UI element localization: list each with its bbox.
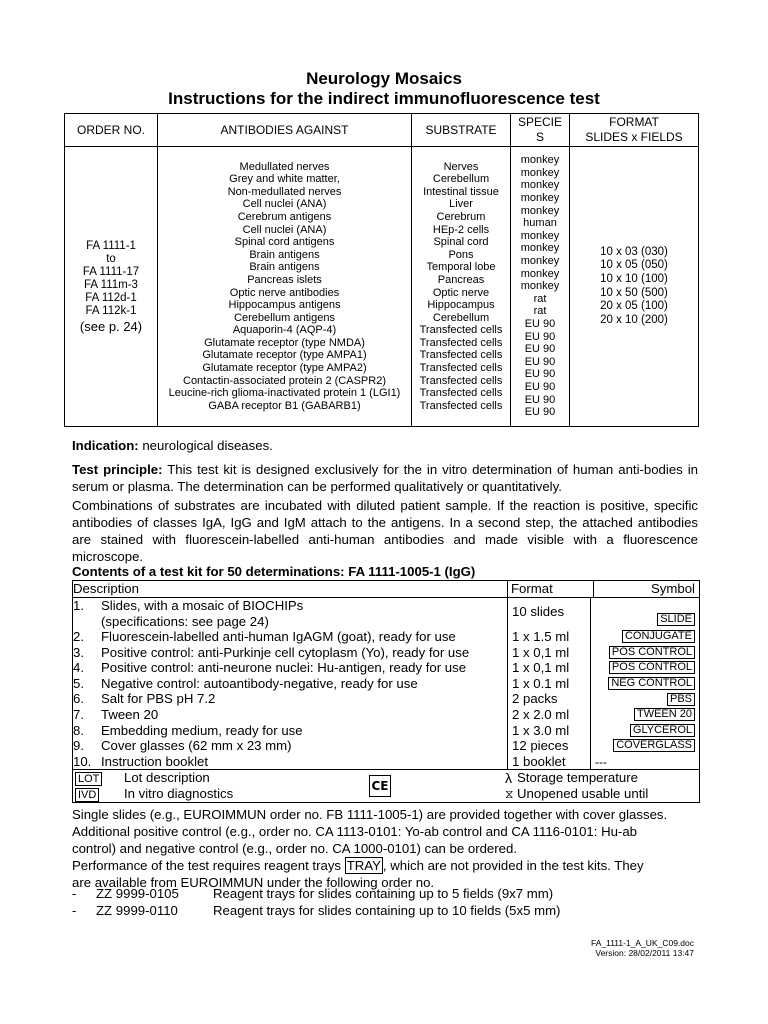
kit-item-number: 7. — [73, 706, 84, 722]
kit-table-header — [73, 581, 699, 598]
kit-item-symbol — [591, 660, 699, 676]
ordering-info-paragraph — [72, 806, 698, 891]
kit-item — [73, 738, 507, 754]
document-footer — [591, 938, 694, 958]
kit-item-format: 1 x 0,1 ml — [512, 660, 570, 676]
format-entry: 20 x 10 (200) — [600, 313, 668, 326]
species-entry: EU 90 — [524, 330, 556, 343]
kit-item-description — [101, 738, 292, 754]
header-antibodies: ANTIBODIES AGAINST — [158, 114, 412, 146]
antibody-entry: Cell nuclei (ANA) — [242, 198, 327, 211]
header-species-line1: SPECIE — [517, 115, 562, 129]
format-entry: 10 x 50 (500) — [600, 286, 668, 299]
format-entry: 10 x 10 (100) — [600, 272, 668, 285]
combinations-paragraph: Combinations of substrates are incubated with diluted patient sample. If the reaction is positive, specific antibodies of classes IgA, IgG and IgM attach to the antigens. In a second step, the attached antibodies are stained with fluorescein-labelled anti-human antibodies and made visible with a fluorescence microscope. — [72, 498, 698, 564]
order-number: FA 112d-1 — [85, 292, 137, 304]
kit-item-number: 5. — [73, 675, 84, 691]
antibody-entry: Hippocampus antigens — [228, 299, 341, 312]
order-number: FA 1111-1 — [86, 240, 136, 252]
indication-text: neurological diseases. — [138, 438, 273, 453]
species-entry: monkey — [520, 242, 560, 255]
kit-item-symbol — [591, 676, 699, 692]
kit-item-symbol-label: --- — [595, 754, 607, 769]
kit-item-description-line: Instruction booklet — [101, 753, 209, 769]
substrate-entry: Nerves — [443, 160, 479, 173]
kit-item-symbol-label: NEG CONTROL — [608, 677, 695, 690]
substrate-entry: Transfected cells — [419, 362, 503, 375]
kit-item-symbol-label: GLYCEROL — [630, 724, 695, 737]
format-entry: 10 x 05 (050) — [600, 259, 668, 272]
lot-description: Lot description — [124, 770, 210, 786]
tray-description: Reagent trays for slides containing up to 10 fields (5x5 mm) — [213, 903, 561, 918]
kit-item-number: 8. — [73, 722, 84, 738]
antibody-entry: Medullated nerves — [239, 160, 330, 173]
antibodies-column — [158, 147, 412, 426]
kit-header-format: Format — [508, 581, 594, 597]
header-format-line1: FORMAT — [609, 115, 659, 129]
kit-symbol-column — [591, 598, 699, 769]
ordering-line-5: are available from EUROIMMUN under the following order no. — [72, 875, 435, 890]
tray-order-code: ZZ 9999-0105 — [96, 886, 179, 901]
species-entry: monkey — [520, 166, 560, 179]
kit-item-symbol-label: TWEEN 20 — [634, 708, 695, 721]
order-numbers-column — [65, 147, 158, 426]
ordering-line-4 — [72, 857, 698, 874]
kit-item-description — [101, 629, 456, 645]
antibody-entry: Non-medullated nerves — [227, 185, 342, 198]
kit-item-description — [101, 691, 215, 707]
antibody-entry: Grey and white matter, — [229, 173, 340, 186]
header-order-no: ORDER NO. — [65, 114, 158, 146]
kit-item — [73, 754, 507, 770]
species-entry: EU 90 — [524, 343, 556, 356]
temperature-icon: λ — [505, 770, 512, 787]
ordering-line-2: Additional positive control (e.g., order no. CA 1113-0101: Yo-ab control and CA 1116-0101: Hu-ab — [72, 824, 637, 839]
antibody-entry: Cell nuclei (ANA) — [242, 223, 327, 236]
kit-item — [73, 645, 507, 661]
storage-temperature-label: Storage temperature — [517, 770, 638, 786]
order-number: (see p. 24) — [79, 319, 143, 334]
product-table — [64, 113, 699, 427]
kit-item-symbol — [591, 707, 699, 723]
kit-item-number: 1. — [73, 598, 84, 613]
substrate-entry: Transfected cells — [419, 336, 503, 349]
order-number: FA 112k-1 — [85, 305, 137, 317]
species-entry: EU 90 — [524, 380, 556, 393]
kit-item-symbol-label: COVERGLASS — [613, 739, 695, 752]
species-entry: monkey — [520, 192, 560, 205]
kit-item-symbol — [591, 645, 699, 661]
tray-item — [72, 902, 560, 919]
substrates-column — [412, 147, 511, 426]
substrate-entry: Transfected cells — [419, 387, 503, 400]
species-entry: human — [523, 217, 557, 230]
substrate-entry: Cerebrum — [436, 210, 486, 223]
kit-item-format: 2 packs — [512, 691, 558, 707]
kit-item-number: 6. — [73, 691, 84, 707]
antibody-entry: Optic nerve antibodies — [229, 286, 340, 299]
kit-item-description — [101, 645, 469, 661]
kit-item-number: 4. — [73, 660, 84, 676]
header-format — [570, 114, 698, 146]
indication-paragraph — [72, 437, 698, 454]
kit-item-description — [101, 598, 303, 629]
antibody-entry: Brain antigens — [249, 248, 320, 261]
kit-description-column — [73, 598, 508, 769]
kit-item-symbol — [591, 691, 699, 707]
tray-bullet: - — [72, 886, 77, 901]
kit-format-column — [508, 598, 591, 769]
kit-item-number: 10. — [73, 753, 92, 769]
kit-item — [73, 707, 507, 723]
kit-item — [73, 691, 507, 707]
antibody-entry: Contactin-associated protein 2 (CASPR2) — [183, 374, 386, 387]
order-number: FA 1111-17 — [82, 266, 140, 278]
kit-item-description-line: Negative control: autoantibody-negative, ready for use — [101, 675, 418, 691]
kit-item-symbol-label: CONJUGATE — [622, 630, 695, 643]
substrate-entry: Transfected cells — [419, 349, 503, 362]
antibody-entry: Brain antigens — [249, 261, 320, 274]
format-entry: 10 x 03 (030) — [600, 245, 668, 258]
substrate-entry: Hippocampus — [427, 299, 495, 312]
kit-item-description — [101, 707, 158, 723]
species-entry: monkey — [520, 204, 560, 217]
kit-item-description-line: Tween 20 — [101, 706, 159, 722]
antibody-entry: Glutamate receptor (type NMDA) — [204, 336, 365, 349]
kit-header-description: Description — [73, 581, 508, 597]
species-entry: EU 90 — [524, 368, 556, 381]
substrate-entry: Transfected cells — [419, 399, 503, 412]
formats-column — [570, 147, 698, 426]
kit-item-format: 2 x 2.0 ml — [512, 706, 570, 722]
kit-item-format: 1 x 0.1 ml — [512, 675, 570, 691]
tray-item — [72, 885, 560, 902]
ce-mark-icon: CE — [369, 775, 391, 797]
kit-item-description — [101, 660, 466, 676]
antibody-entry: Glutamate receptor (type AMPA2) — [202, 362, 367, 375]
kit-item-symbol-label: POS CONTROL — [609, 646, 695, 659]
kit-item-symbol — [591, 738, 699, 754]
kit-item-symbol — [591, 629, 699, 645]
antibody-entry: Leucine-rich glioma-inactivated protein 1 (LGI1) — [168, 387, 401, 400]
document-subtitle: Instructions for the indirect immunofluorescence test — [168, 89, 600, 108]
kit-item — [73, 598, 507, 629]
ordering-line-3: control) and negative control (e.g., order no. CA 1000-0101) can be ordered. — [72, 841, 517, 856]
kit-item-description-line: Positive control: anti-Purkinje cell cytoplasm (Yo), ready for use — [101, 644, 470, 660]
kit-item-description — [101, 754, 208, 770]
kit-item-description-line: (specifications: see page 24) — [101, 613, 269, 629]
kit-item-number: 2. — [73, 629, 84, 644]
format-entry: 20 x 05 (100) — [600, 300, 668, 313]
kit-contents-heading: Contents of a test kit for 50 determinations: FA 1111-1005-1 (IgG) — [72, 564, 476, 579]
substrate-entry: Pons — [448, 248, 474, 261]
ivd-description: In vitro diagnostics — [124, 786, 234, 802]
kit-header-symbol: Symbol — [651, 581, 695, 596]
kit-item-format: 12 pieces — [512, 738, 569, 754]
product-table-header — [65, 114, 698, 147]
antibody-entry: Aquaporin-4 (AQP-4) — [232, 324, 337, 337]
hourglass-icon: ⧖ — [505, 787, 514, 802]
header-substrate: SUBSTRATE — [412, 114, 511, 146]
kit-item-format: 1 booklet — [512, 753, 566, 769]
kit-item — [73, 723, 507, 739]
kit-item-description-line: Positive control: anti-neurone nuclei: Hu-antigen, ready for use — [101, 660, 467, 676]
substrate-entry: Transfected cells — [419, 324, 503, 337]
antibody-entry: Pancreas islets — [247, 273, 322, 286]
kit-item-description-line: Cover glasses (62 mm x 23 mm) — [101, 738, 292, 754]
kit-item-format: 10 slides — [512, 604, 565, 619]
antibody-entry: Cerebellum antigens — [234, 311, 335, 324]
species-entry: monkey — [520, 154, 560, 167]
indication-label: Indication: — [72, 438, 139, 453]
header-species — [511, 114, 570, 146]
kit-item — [73, 660, 507, 676]
kit-item-number: 9. — [73, 738, 84, 754]
ordering-line-1: Single slides (e.g., EUROIMMUN order no. FB 1111-1005-1) are provided together with cover glasses. — [72, 807, 668, 822]
substrate-entry: Spinal cord — [433, 236, 489, 249]
kit-item-description-line: Salt for PBS pH 7.2 — [101, 691, 216, 707]
kit-table-body — [73, 598, 699, 769]
species-entry: monkey — [520, 179, 560, 192]
species-entry: rat — [533, 305, 547, 318]
species-entry: EU 90 — [524, 393, 556, 406]
species-column — [511, 147, 570, 426]
order-number: to — [106, 253, 116, 265]
kit-item-symbol — [591, 723, 699, 739]
test-principle-label: Test principle: — [72, 462, 163, 477]
tray-symbol: TRAY — [346, 858, 381, 873]
tray-description: Reagent trays for slides containing up to 5 fields (9x7 mm) — [213, 886, 554, 901]
antibody-entry: GABA receptor B1 (GABARB1) — [208, 399, 361, 412]
symbol-legend — [73, 769, 699, 802]
kit-item-format: 1 x 0,1 ml — [512, 644, 570, 660]
kit-item — [73, 676, 507, 692]
kit-item-number: 3. — [73, 644, 84, 660]
header-species-line2: S — [535, 130, 544, 144]
reagent-trays-list — [72, 885, 560, 919]
antibody-entry: Spinal cord antigens — [234, 236, 335, 249]
species-entry: EU 90 — [524, 355, 556, 368]
header-format-line2: SLIDES x FIELDS — [585, 130, 683, 144]
substrate-entry: HEp-2 cells — [432, 223, 490, 236]
usable-until-label: Unopened usable until — [517, 786, 649, 802]
footer-version: Version: 28/02/2011 13:47 — [595, 948, 694, 958]
kit-item-description — [101, 676, 418, 692]
kit-item-symbol-label: SLIDE — [657, 613, 695, 626]
kit-contents-table — [72, 580, 700, 803]
species-entry: monkey — [520, 267, 560, 280]
test-principle-paragraph — [72, 461, 698, 495]
substrate-entry: Cerebellum — [432, 311, 490, 324]
kit-item-description-line: Slides, with a mosaic of BIOCHIPs — [101, 598, 304, 613]
substrate-entry: Intestinal tissue — [423, 185, 499, 198]
ivd-symbol: IVD — [75, 788, 99, 802]
order-number: FA 111m-3 — [84, 279, 138, 291]
substrate-entry: Temporal lobe — [426, 261, 496, 274]
species-entry: monkey — [520, 229, 560, 242]
test-principle-text: This test kit is designed exclusively for the in vitro determination of human anti-bodies in serum or plasma. The determination can be performed qualitatively or quantitatively. — [72, 462, 698, 494]
species-entry: monkey — [520, 255, 560, 268]
antibody-entry: Cerebrum antigens — [237, 210, 332, 223]
lot-symbol: LOT — [75, 772, 102, 786]
species-entry: EU 90 — [524, 317, 556, 330]
kit-item-description — [101, 723, 303, 739]
tray-order-code: ZZ 9999-0110 — [96, 903, 178, 918]
footer-doc-name: FA_1111-1_A_UK_C09.doc — [590, 938, 694, 948]
substrate-entry: Liver — [449, 198, 473, 211]
species-entry: rat — [533, 292, 547, 305]
kit-item-symbol — [591, 754, 699, 770]
product-table-body — [65, 147, 698, 426]
kit-item-description-line: Fluorescein-labelled anti-human IgAGM (goat), ready for use — [101, 629, 456, 644]
kit-item-format: 1 x 3.0 ml — [512, 722, 570, 738]
tray-sentence-end: , which are not provided in the test kits. They — [382, 858, 644, 873]
kit-item-symbol-label: PBS — [667, 693, 695, 706]
species-entry: monkey — [520, 280, 560, 293]
kit-item — [73, 629, 507, 645]
kit-item-symbol-label: POS CONTROL — [609, 661, 695, 674]
kit-item-description-line: Embedding medium, ready for use — [101, 722, 303, 738]
tray-bullet: - — [72, 903, 77, 918]
tray-sentence-start: Performance of the test requires reagent trays — [72, 858, 345, 873]
kit-item-symbol — [591, 598, 699, 629]
substrate-entry: Transfected cells — [419, 374, 503, 387]
species-entry: EU 90 — [524, 406, 556, 419]
kit-item-format: 1 x 1.5 ml — [512, 629, 570, 644]
substrate-entry: Pancreas — [437, 273, 485, 286]
substrate-entry: Optic nerve — [432, 286, 490, 299]
antibody-entry: Glutamate receptor (type AMPA1) — [202, 349, 367, 362]
substrate-entry: Cerebellum — [432, 173, 490, 186]
document-title: Neurology Mosaics — [306, 69, 462, 88]
